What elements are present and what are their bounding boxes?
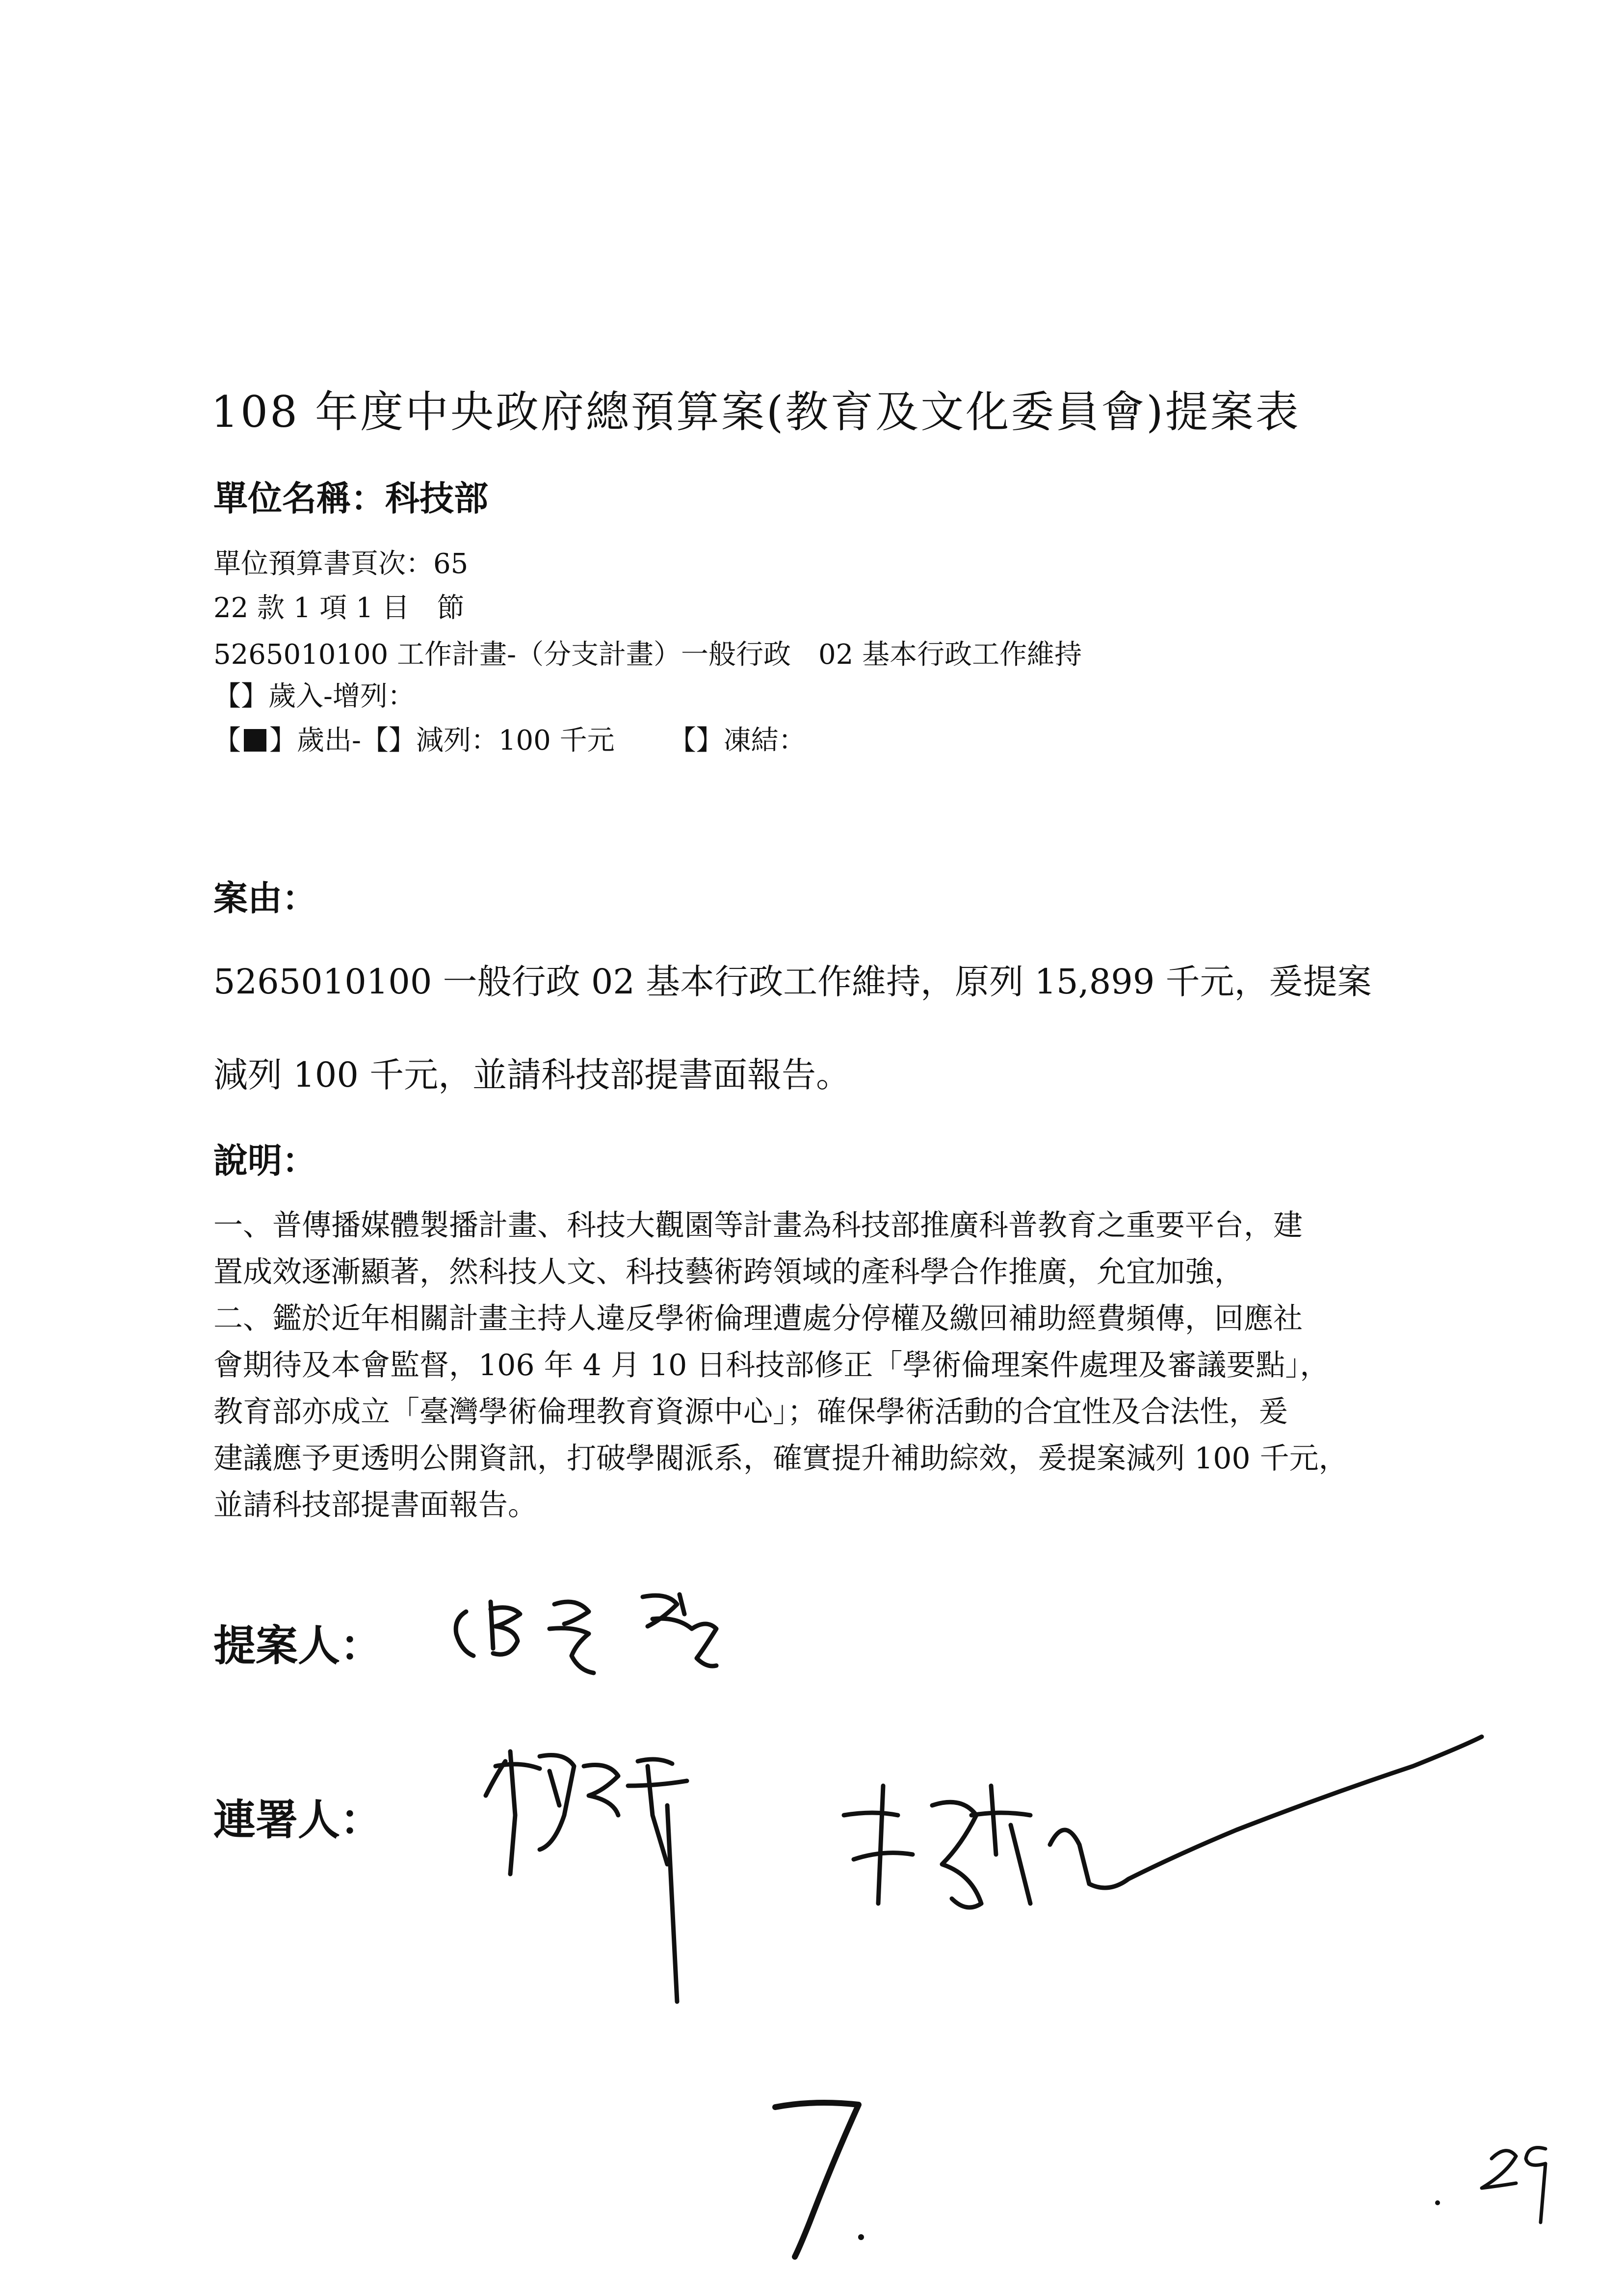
explanation-line: 一、普傳播媒體製播計畫、科技大觀園等計畫為科技部推廣科普教育之重要平台，建: [213, 1208, 1303, 1243]
handwritten-number: [775, 2103, 859, 2257]
revenue-line: 【】歲入-增列：: [213, 680, 415, 712]
expense-open: 【: [213, 725, 241, 757]
explanation-line: 置成效逐漸顯著，然科技人文、科技藝術跨領域的產科學合作推廣，允宜加強，: [213, 1255, 1244, 1289]
unit-name: 單位名稱：科技部: [213, 478, 488, 519]
case-line-2: 減列 100 千元，並請科技部提書面報告。: [213, 1055, 851, 1095]
proposer-label: 提案人：: [213, 1621, 382, 1670]
case-label: 案由：: [213, 878, 316, 918]
explanation-label: 說明：: [213, 1140, 316, 1181]
explanation-line: 並請科技部提書面報告。: [213, 1488, 537, 1522]
explanation-line: 建議應予更透明公開資訊，打破學閥派系，確實提升補助綜效，爰提案減列 100 千元，: [213, 1441, 1348, 1476]
explanation-line: 二、鑑於近年相關計畫主持人違反學術倫理遭處分停權及繳回補助經費頻傳，回應社: [213, 1302, 1303, 1336]
explanation-line: 教育部亦成立「臺灣學術倫理教育資源中心」；確保學術活動的合宜性及合法性，爰: [213, 1395, 1288, 1429]
explanation-line: 會期待及本會監督，106 年 4 月 10 日科技部修正「學術倫理案件處理及審議要點」，: [213, 1348, 1330, 1383]
proposer-signature: [456, 1594, 716, 1673]
number-dot: [858, 2234, 864, 2240]
document-title: 108 年度中央政府總預算案(教育及文化委員會)提案表: [211, 387, 1301, 437]
corner-page-number: [1482, 2148, 1545, 2223]
item-line: 22 款 1 項 1 目 節: [213, 592, 465, 624]
expense-text: 】歲出-【】減列：100 千元: [269, 725, 615, 757]
cosigner-signature-2: [844, 1737, 1482, 1907]
case-line-1: 5265010100 一般行政 02 基本行政工作維持，原列 15,899 千元，爰提案: [213, 962, 1372, 1002]
budget-page: 單位預算書頁次：65: [213, 548, 469, 580]
freeze-text: 【】凍結：: [668, 725, 806, 757]
corner-dot: [1435, 2200, 1440, 2205]
plan-line: 5265010100 工作計畫-（分支計畫）一般行政 02 基本行政工作維持: [213, 639, 1082, 671]
cosigner-signature-1: [486, 1751, 687, 2002]
cosigner-label: 連署人：: [213, 1795, 382, 1845]
